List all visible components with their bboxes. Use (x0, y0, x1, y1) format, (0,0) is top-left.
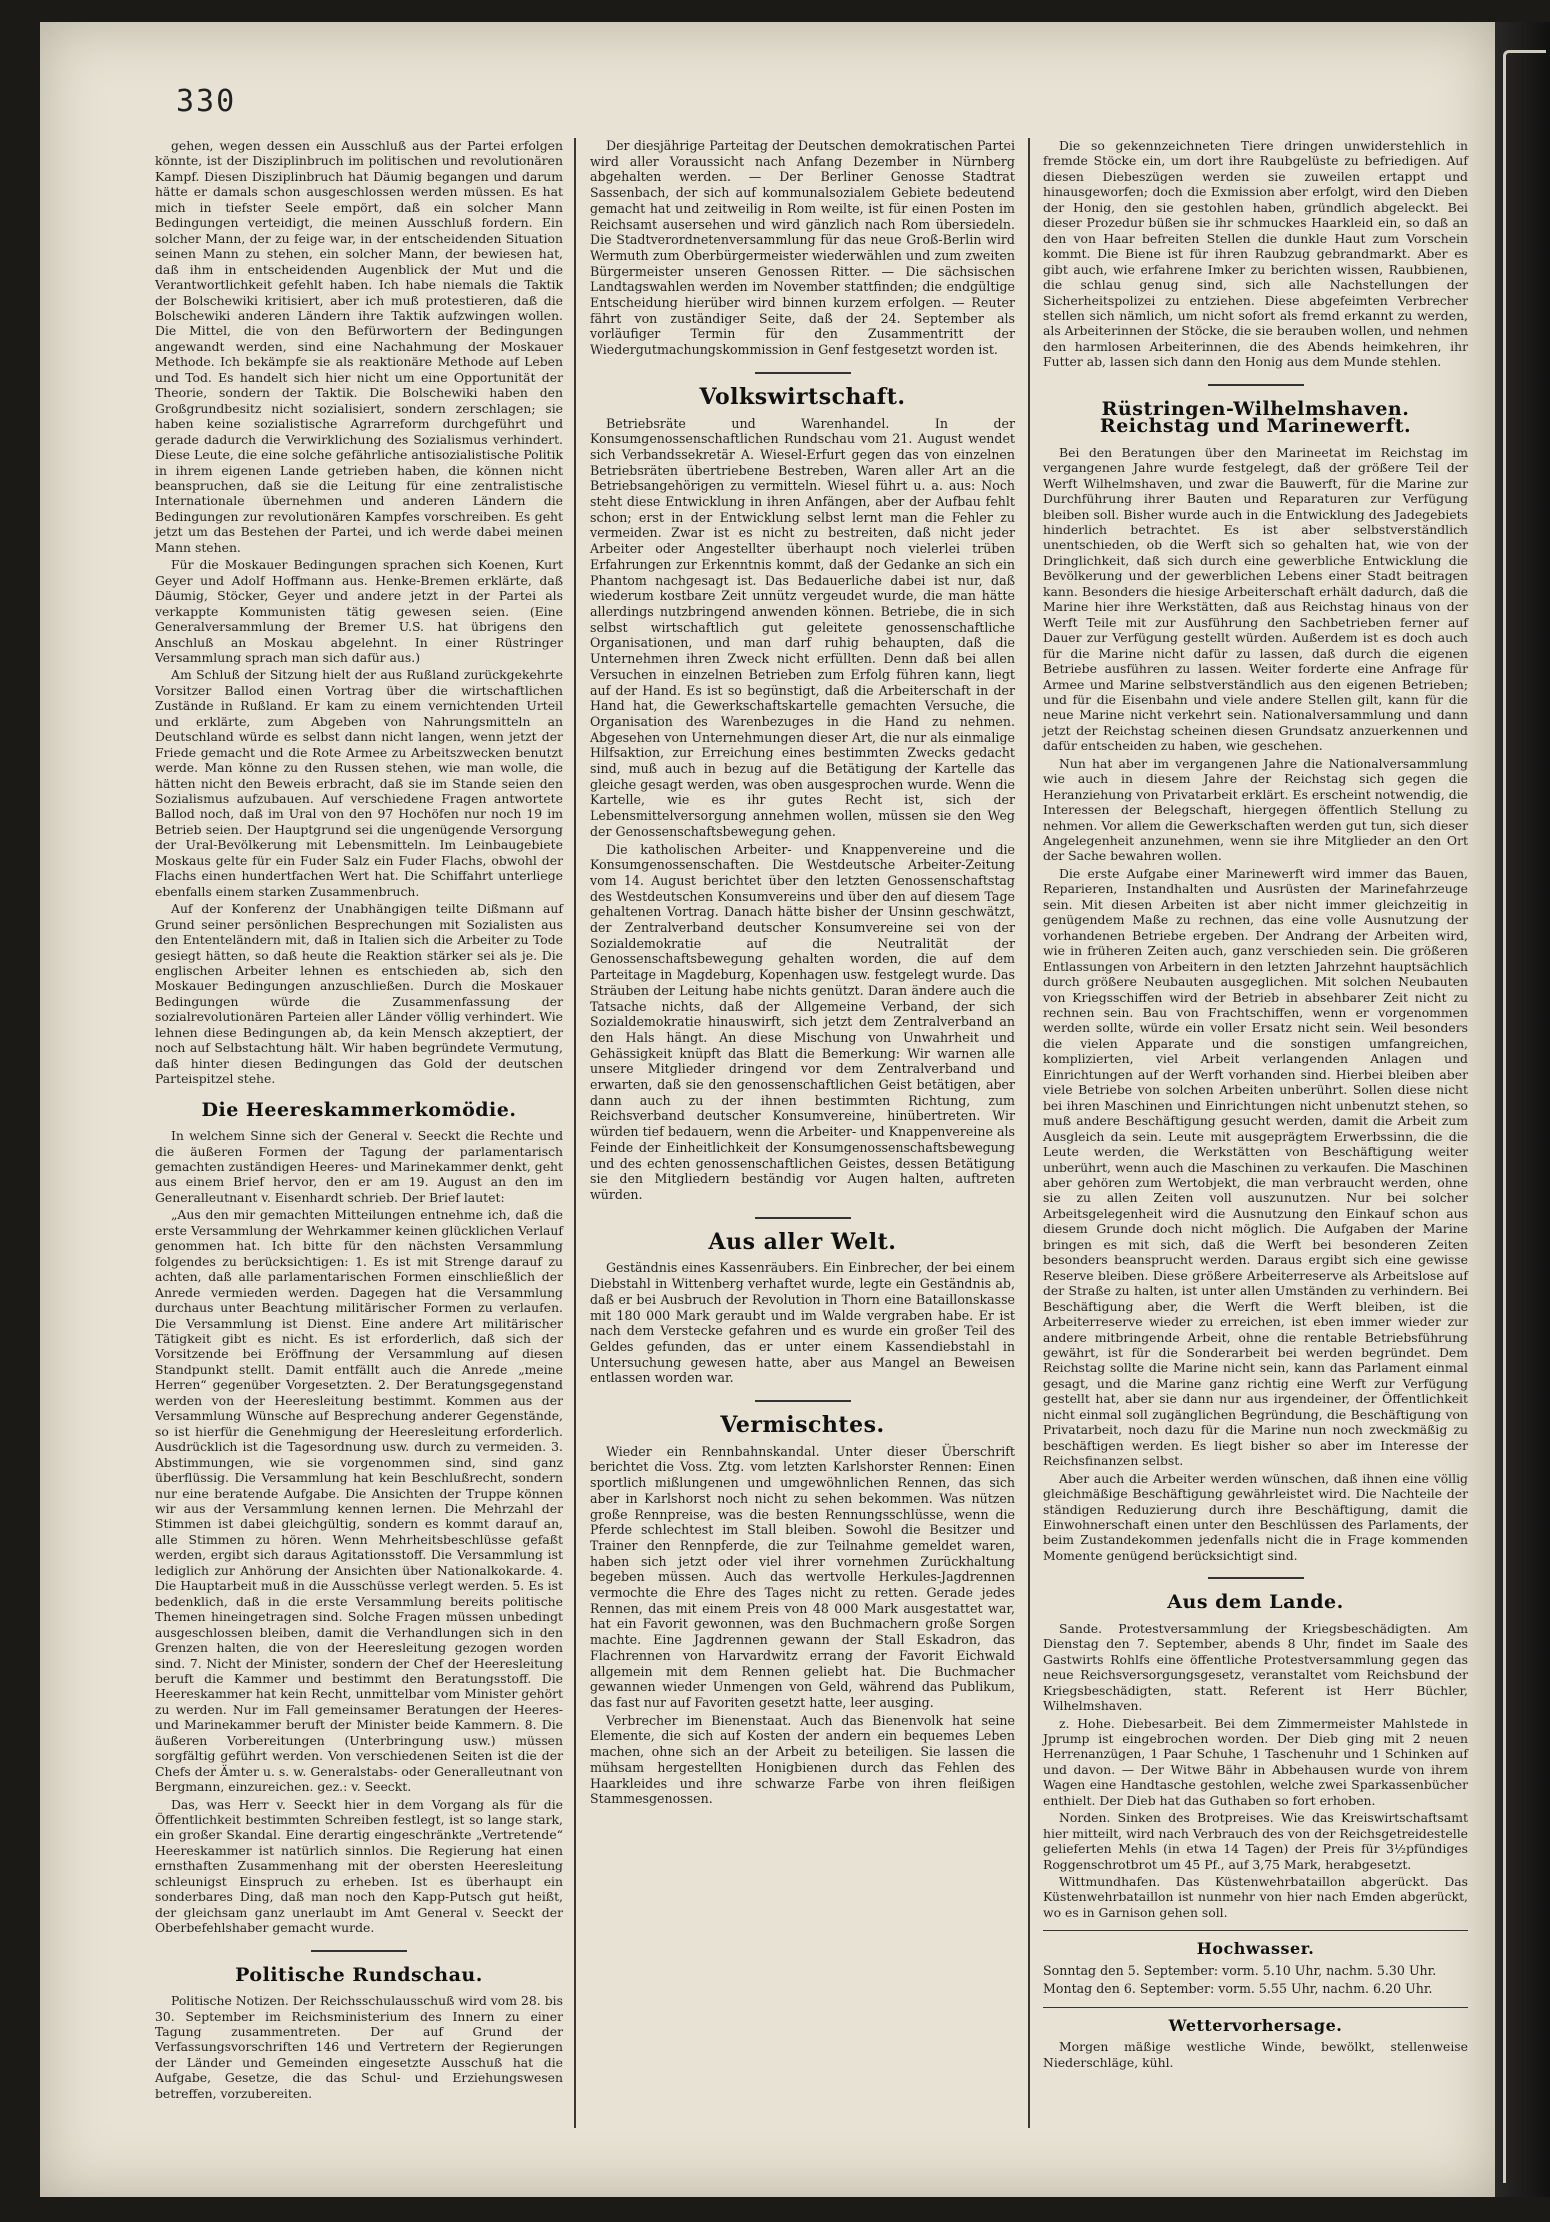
column-rule-1 (574, 138, 576, 2128)
separator-rule (755, 1217, 851, 1219)
article-paragraph: Verbrecher im Bienenstaat. Auch das Bienenvolk hat seine Elemente, die sich auf Kosten der andern ein bequemes Leben machen, ohne sich an der Arbeit zu beteiligen. Sie lassen die mühsam hergestellten Honigbienen durch das Fehlen des Haarkleides und ihre schwarze Farbe von ihren fleißigen Stammesgenossen. (590, 1712, 1015, 1807)
article-paragraph: „Aus den mir gemachten Mitteilungen entnehme ich, daß die erste Versammlung der Wehrkammer keinen glücklichen Verlauf genommen hat. Ich bitte für den nächsten Versammlung folgendes zu berücksichtigen: 1. Es ist mit Strenge darauf zu achten, daß alle parlamentarischen Formen einschließlich der Anrede vermieden werden. Dagegen hat die Versammlung durchaus unter Beachtung militärischer Formen zu verlaufen. Die Versammlung ist Dienst. Eine andere Art militärischer Tätigkeit gibt es nicht. Es ist erforderlich, daß sich der Vorsitzende bei Eröffnung der Versammlung auf diesen Standpunkt stellt. Damit entfällt auch die Anrede „meine Herren“ gegenüber Vorgesetzten. 2. Der Beratungsgegenstand werden von der Heeresleitung bestimmt. Kommen aus der Versammlung Wünsche auf Besprechung anderer Gegenstände, so ist hierfür die Genehmigung der Heeresleitung erforderlich. Ausdrücklich ist die Tagesordnung usw. durch zu vermeiden. 3. Abstimmungen, wie sie vorgenommen sind, sind ganz überflüssig. Die Versammlung hat kein Beschlußrecht, sondern nur eine beratende Aufgabe. Die Ansichten der Truppe können wir aus der Versammlung kennen lernen. Die Mehrzahl der Stimmen ist dabei gleichgültig, sondern es kommt darauf an, alle Stimmen zu hören. Wenn Mehrheitsbeschlüsse gefaßt werden, ergibt sich daraus Agitationsstoff. Die Versammlung ist lediglich zur Anhörung der Ansichten über Nationalkokarde. 4. Die Hauptarbeit muß in die Ausschüsse verlegt werden. 5. Es ist bedenklich, daß in die erste Versammlung bereits politische Themen hineingetragen sind. Solche Fragen müssen unbedingt ausgeschlossen bleiben, damit die Verhandlungen sich in den Grenzen halten, die von der Heeresleitung gezogen worden sind. 7. Nicht der Minister, sondern der Chef der Heeresleitung beruft die Kammer und bestimmt den Beratungsstoff. Die Heereskammer hat kein Recht, unmittelbar vom Minister gehört zu werden. Nur im Fall gemeinsamer Beratungen der Heeres- und Marinekammer beruft der Minister beide Kammern. 8. Die äußeren Vorbereitungen (Unterbringung usw.) müssen sorgfältig geführt werden. Von verschiedenen Seiten ist die der Chefs der Ämter u. s. w. Generalstabs- oder Generalleutnant von Bergmann, einzureichen. gez.: v. Seeckt. (155, 1207, 563, 1795)
section-heading: Volkswirtschaft. (699, 383, 906, 410)
article-paragraph: Auf der Konferenz der Unabhängigen teilte Dißmann auf Grund seiner persönlichen Besprechungen mit Sozialisten aus den Ententeländern mit, daß in Italien sich die Arbeiter zu Tode gesiegt hätten, so daß heute die Reaktion stärker sei als je. Die englischen Arbeiter lehnen es entschieden ab, sich den Moskauer Bedingungen anzuschließen. Durch die Moskauer Bedingungen würde die Zusammenfassung der sozialrevolutionären Parteien aller Länder völlig verhindert. Wie lehnen diese Bedingungen ab, da kein Mensch akzeptiert, der noch auf Selbstachtung hält. Wir haben begründete Vermutung, daß hinter diesen Bedingungen das Gold der deutschen Parteispitzel stehe. (155, 901, 563, 1087)
column-1 (155, 138, 563, 2103)
tide-entry: Montag den 6. September: vorm. 5.55 Uhr, nachm. 6.20 Uhr. (1043, 1980, 1433, 1996)
article-paragraph: Betriebsräte und Warenhandel. In der Konsumgenossenschaftlichen Rundschau vom 21. August wendet sich Verbandssekretär A. Wiesel-Erfurt gegen das von einzelnen Betriebsräten übertriebene Bestreben, Waren aller Art an die Betriebsangehörigen zu vermitteln. Wiesel führt u. a. aus: Noch steht diese Entwicklung in ihren Anfängen, aber der Aufbau fehlt schon; erst in der Entwicklung selbst lernt man die Fehler zu vermeiden. Zwar ist es nicht zu bestreiten, daß nicht jeder Arbeiter oder Angestellter überhaupt noch vielerlei trüben Erfahrungen zur Erkenntnis kommt, daß der Gedanke an sich ein Phantom nachgesagt ist. Das Bedauerliche dabei ist nur, daß wiederum kostbare Zeit unnütz vergeudet wurde, die man hätte allerdings nutzbringend anwenden können. Betriebe, die in sich selbst wirtschaftlich gut geleitete genossenschaftliche Organisationen, und man darf ruhig behaupten, daß die Unternehmen ihren Zweck nicht erfüllten. Denn daß bei allen Versuchen in einzelnen Betrieben zum Erfolg führen kann, liegt auf der Hand. Es ist so begünstigt, daß die Arbeiterschaft in der Hand hat, die Gewerkschaftskartelle gemachten Versuche, die Organisation des Warenbezuges in die Hand zu nehmen. Abgesehen von Unternehmungen dieser Art, die nur als einmalige Hilfsaktion, zur Erreichung eines bestimmten Zwecks gedacht sind, muß auch in bezug auf die Betätigung der Kartelle das gleiche gesagt werden, was oben ausgesprochen wurde. Wenn die Kartelle, wie es ihr gutes Recht ist, sich der Lebensmittelversorgung annehmen wollen, müssen sie den Weg der Genossenschaftsbewegung gehen. (590, 415, 1015, 839)
section-heading: Aus aller Welt. (708, 1228, 897, 1255)
section-heading: Politische Rundschau. (235, 1963, 483, 1986)
column-2 (590, 138, 1015, 1809)
article-paragraph: Die so gekennzeichneten Tiere dringen unwiderstehlich in fremde Stöcke ein, um dort ihre Raubgelüste zu befriedigen. Auf diesen Diebeszügen werden sie zuweilen ertappt und hinausgeworfen; doch die Exmission aber erfolgt, wird den Dieben der Honig, den sie gestohlen haben, gründlich abgeleckt. Bei dieser Prozedur büßen sie ihr schmuckes Haarkleid ein, so daß an den von Haar befreiten Stellen die dunkle Haut zum Vorschein kommt. Die Biene ist für ihren Raubzug gebrandmarkt. Aber es gibt auch, wie erfahrene Imker zu berichten wissen, Raubbienen, die schlau genug sind, sich alle Nachstellungen der Sicherheitspolizei zu entziehen. Diese abgefeimten Verbrecher stellen sich nämlich, um nicht sofort als fremd erkannt zu werden, als Arbeiterinnen der Stöcke, die sie berauben wollen, und nehmen den harmlosen Arbeiterinnen, die des Abends heimkehren, ihr Futter ab, lassen sich dann den Honig aus dem Munde stehlen. (1043, 138, 1468, 370)
article-paragraph: Nun hat aber im vergangenen Jahre die Nationalversammlung wie auch in diesem Jahre der Reichstag sich gegen die Heranziehung von Privatarbeit erklärt. Es erscheint notwendig, die Interessen der Belegschaft, hiergegen öffentlich Stellung zu nehmen. Vor allem die Gewerkschaften werden gut tun, sich dieser Angelegenheit anzunehmen, wenn sie ihre Mitglieder an den Ort der Sache bewahren wollen. (1043, 755, 1468, 864)
separator-rule (755, 372, 851, 374)
article-paragraph: Die katholischen Arbeiter- und Knappenvereine und die Konsumgenossenschaften. Die Westdeutsche Arbeiter-Zeitung vom 14. August berichtet über den letzten Genossenschaftstag des Westdeutschen Konsumvereins und über den auf diesem Tage gehaltenen Vortrag. Danach hätte bisher der Unsinn geschwätzt, der Zentralverband deutscher Konsumvereine sei von der Sozialdemokratie auf die Neutralität der Genossenschaftsbewegung gehalten worden, die auf dem Parteitage in Magdeburg, Kopenhagen usw. festgelegt wurde. Das Sträuben der Leitung habe nichts genützt. Daran ändere auch die Tatsache nichts, daß der Allgemeine Verband, der sich Sozialdemokratie hinauswirft, sich jetzt dem Zentralverband an den Hals hängt. An diese Mischung von Unwahrheit und Gehässigkeit knüpft das Blatt die Bemerkung: Wir warnen alle unsere Mitglieder dringend vor dem Zentralverband und erwarten, daß sie den genossenschaftlichen Geist betätigen, aber dann auch zu der ihnen bestimmten Richtung, zum Reichsverband deutscher Konsumvereine, hinübertreten. Wir würden tief bedauern, wenn die Arbeiter- und Knappenvereine als Feinde der Einheitlichkeit der Konsumgenossenschaftsbewegung und des echten genossenschaftlichen Geistes, dessen Betätigung sie den Mitgliedern beständig vor Augen halten, auftreten würden. (590, 841, 1015, 1202)
article-paragraph: In welchem Sinne sich der General v. Seeckt die Rechte und die äußeren Formen der Tagung der parlamentarisch gemachten zuständigen Heeres- und Marinekammer denkt, geht aus einem Brief hervor, den er am 19. August an den im Generalleutnant v. Eisenhardt schrieb. Der Brief lautet: (155, 1128, 563, 1205)
section-subheading: Reichstag und Marinewerft. (1099, 415, 1412, 438)
separator-rule (755, 1400, 851, 1402)
weather-forecast: Morgen mäßige westliche Winde, bewölkt, stellenweise Niederschläge, kühl. (1043, 2039, 1468, 2070)
article-paragraph: Der diesjährige Parteitag der Deutschen demokratischen Partei wird aller Voraussicht nach Anfang Dezember in Nürnberg abgehalten werden. — Der Berliner Genosse Stadtrat Sassenbach, der sich auf kommunalsozialem Gebiete bedeutend gemacht hat und zeitweilig in Rom weilte, ist für einen Posten im Reichsamt ausersehen und wird gänzlich nach Rom übersiedeln. Die Stadtverordnetenversammlung für das neue Groß-Berlin wird Wermuth zum Oberbürgermeister wiederwählen und zum zweiten Bürgermeister unseren Genossen Ritter. — Die sächsischen Landtagswahlen werden im November stattfinden; die endgültige Entscheidung hierüber wird binnen kurzem erfolgen. — Reuter fährt von zuständiger Seite, daß der 24. September als vorläufiger Termin für den Zusammentritt der Wiedergutmachungskommission in Genf festgesetzt worden ist. (590, 138, 1015, 358)
section-heading: Rüstringen-Wilhelmshaven. (1101, 397, 1410, 420)
column-rule-2 (1028, 138, 1030, 2128)
separator-rule (1208, 384, 1304, 386)
section-heading: Aus dem Lande. (1167, 1591, 1344, 1614)
separator-rule (311, 1950, 407, 1952)
article-paragraph: z. Hohe. Diebesarbeit. Bei dem Zimmermeister Mahlstede in Jprump ist eingebrochen worden. Der Dieb ging mit 2 neuen Herrenanzügen, 1 Paar Schuhe, 1 Taschenuhr und 1 Schinken auf und davon. — Der Witwe Bähr in Abbehausen wurde von ihrem Wagen eine Handtasche gestohlen, welche zwei Sparkassenbücher enthielt. Der Dieb hat das Guthaben so fort erhoben. (1043, 1715, 1468, 1808)
tide-entry: Sonntag den 5. September: vorm. 5.10 Uhr, nachm. 5.30 Uhr. (1043, 1962, 1437, 1978)
article-paragraph: Für die Moskauer Bedingungen sprachen sich Koenen, Kurt Geyer und Adolf Hoffmann aus. Henke-Bremen erklärte, daß Däumig, Stöcker, Geyer und andere jetzt in der Partei als verkappte Kommunisten tätig gewesen seien. (Eine Generalversammlung der Bremer U.S. hat übrigens den Anschluß an Moskau abgelehnt. In einer Rüstringer Versammlung sprach man sich dafür aus.) (155, 557, 563, 665)
article-paragraph: Am Schluß der Sitzung hielt der aus Rußland zurückgekehrte Vorsitzer Ballod einen Vortrag über die wirtschaftlichen Zustände in Rußland. Er kam zu einem vernichtenden Urteil und erklärte, zum Abgeben von Nahrungsmitteln an Deutschland würde es selbst dann nicht langen, wenn jetzt der Friede gemacht und die Rote Armee zu Arbeitszwecken benutzt werde. Man könne zu den Russen stehen, wie man wolle, die hätten nicht den Beweis erbracht, daß sie im Stande seien den Sozialismus aufzubauen. Auf verschiedene Fragen antwortete Ballod noch, daß im Ural von den 97 Hochöfen nur noch 19 im Betrieb seien. Der Hauptgrund sei die ungenügende Versorgung der Ural-Bevölkerung mit Lebensmitteln. Im Leinbaugebiete Moskaus gelte für ein Fuder Salz ein Fuder Flachs, obwohl der Flachs einen hundertfachen Wert hat. Die Schiffahrt unterliege ebenfalls einem starken Zusammenbruch. (155, 667, 563, 899)
article-paragraph: Wittmundhafen. Das Küstenwehrbataillon abgerückt. Das Küstenwehrbataillon ist nunmehr von hier nach Emden abgerückt, wo es in Garnison gehen soll. (1043, 1874, 1468, 1920)
separator-rule (1043, 2007, 1468, 2008)
section-heading: Wettervorhersage. (1168, 2015, 1343, 2035)
article-paragraph: Das, was Herr v. Seeckt hier in dem Vorgang als für die Öffentlichkeit bestimmten Schreiben festlegt, ist so lange stark, ein großer Skandal. Eine derartig eingeschränkte „Vertretende“ Heereskammer ist natürlich sinnlos. Die Regierung hat einen ernsthaften Zusammenhang mit der obersten Heeresleitung schleunigst Einspruch zu erheben. Ist es überhaupt ein sonderbares Ding, daß man noch den Kapp-Putsch gut heißt, der gleichsam ganz unerlaubt im Amt General v. Seeckt der Oberbefehlshaber gemacht wurde. (155, 1796, 563, 1936)
separator-rule (1208, 1577, 1304, 1579)
section-heading: Vermischtes. (720, 1412, 885, 1439)
article-paragraph: gehen, wegen dessen ein Ausschluß aus der Partei erfolgen könnte, ist der Disziplinbruch im politischen und revolutionären Kampf. Diesen Disziplinbruch hat Däumig begangen und darum hätte er damals schon ausgeschlossen werden müssen. Es hat mich in tiefster Seele empört, daß ein solcher Mann Bedingungen verteidigt, die meinen Ausschluß fordern. Ein solcher Mann, der zu feige war, in der entscheidenden Situation seinen Mann zu stehen, ein solcher Mann, der bewiesen hat, daß ihm in entscheidenden Augenblick der Mut und die Verantwortlichkeit gefehlt haben. Ich habe niemals die Taktik der Bolschewiki kritisiert, aber ich muß protestieren, daß die Bolschewiki anderen Ländern ihre Taktik aufzwingen wollen. Die Mittel, die von den Befürwortern der Bedingungen angewandt werden, sind eine Nachahmung der Moskauer Methode. Ich bekämpfe sie als reaktionäre Methode auf Leben und Tod. Es handelt sich hier nicht um eine Opportunität der Theorie, sondern der Taktik. Die Bolschewiki haben den Großgrundbesitz nicht sozialisiert, sondern zerschlagen; sie haben keine sozialistische Agrarreform durchgeführt und gerade dadurch die Verwirklichung des Sozialismus verhindert. Diese Leute, die eine solche gefährliche antisozialistische Politik in ihrem eigenen Lande getrieben haben, die können nicht beanspruchen, daß sie die Leitung für eine zentralistische Internationale übernehmen und anderen Ländern die Bedingungen zur revolutionären Kampfes vorschreiben. Es geht jetzt um das Bestehen der Partei, und ich werde dabei meinen Mann stehen. (155, 138, 563, 555)
article-paragraph: Die erste Aufgabe einer Marinewerft wird immer das Bauen, Reparieren, Instandhalten und Ausrüsten der Marinefahrzeuge sein. Mit diesen Arbeiten ist aber nicht immer gleichzeitig in genügendem Maße zu rechnen, das eine volle Ausnutzung der vorhandenen Betriebe ergeben. Der Andrang der Arbeiten wird, wie in früheren Zeiten auch, ganz verschieden sein. Die größeren Entlassungen von Arbeitern in den letzten Jahrzehnt hauptsächlich durch größere Neubauten ausgeglichen. Mit solchen Neubauten von Kriegsschiffen wird der Betrieb in absehbarer Zeit nicht zu rechnen sein. Bau von Frachtschiffen, wenn er vorgenommen werden sollte, würde ein voller Ersatz nicht sein. Weil besonders die vielen Apparate und die sonstigen umfangreichen, komplizierten, viel Arbeit verlangenden Anlagen und Einrichtungen auf der Werft vorhanden sind. Hierbei bleiben aber viele Betriebe von solchen Arbeiten unberührt. Sollen diese nicht bei ihren Maschinen und Einrichtungen nicht unbenutzt stehen, so muß andere Beschäftigung gesucht werden, damit die Arbeit zum Ausgleich da sein. Leute mit ausgeprägtem Erwerbssinn, die die Leute werden, die Werkstätten von Beschäftigung weiter unberührt, wenn auch die Maschinen zu verkaufen. Die Maschinen aber gehören zum Wertobjekt, die man verbraucht werden, ohne sie zu allen Zeiten voll auszunutzen. Nur bei solcher Arbeitsgelegenheit wird die Ausnutzung den Einkauf schon aus diesem Grunde doch nicht möglich. Die Aufgaben der Marine bringen es mit sich, daß die Werft bei besonderen Zeiten besonders beansprucht werden. Daraus ergibt sich eine gewisse Reserve bleiben. Diese größere Arbeiterreserve als Arbeitslose auf der Straße zu halten, ist unter allen Umständen zu verhindern. Bei Beschäftigung aber, die Werft die Werft bleiben, ist die Arbeiterreserve wieder zu erreichen, ist eben immer wieder zur andere mitbringende Arbeit, ohne die rentable Betriebsführung gewährt, ist für die Sonderarbeit bei werden begründet. Dem Reichstag sollte die Marine nicht sein, kann das Parlament einmal gesagt, und die Marine ganz richtig eine Werft zur Verfügung gestellt hat, aber sie dann nur aus irgendeiner, der Öffentlichkeit nicht einmal soll zugänglichen Begründung, die Beschäftigung von Privatarbeit, noch dazu für die Marine nun noch zweckmäßig zu beschäftigen werden. Es liegt bisher so aber im Interesse der Reichsfinanzen selbst. (1043, 865, 1468, 1469)
column-3 (1043, 138, 1468, 2072)
separator-rule (1043, 1930, 1468, 1931)
adjacent-page-corner (1503, 50, 1546, 2183)
article-paragraph: Norden. Sinken des Brotpreises. Wie das Kreiswirtschaftsamt hier mitteilt, wird nach Verbrauch des von der Reichsgetreidestelle gelieferten Mehls (in etwa 14 Tagen) der Preis für 3½pfündiges Roggenschrotbrot um 45 Pf., auf 3,75 Mark, herabgesetzt. (1043, 1810, 1468, 1872)
page-number: 330 (176, 84, 237, 119)
section-heading: Hochwasser. (1196, 1939, 1315, 1959)
article-paragraph: Politische Notizen. Der Reichsschulausschuß wird vom 28. bis 30. September im Reichsministerium des Innern zu einer Tagung zusammentreten. Der auf Grund der Verfassungsvorschriften 146 und Vertretern der Regierungen der Länder und Gemeinden eingesetzte Ausschuß hat die Aufgabe, Gesetze, die das Schul- und Erziehungswesen betreffen, vorzubereiten. (155, 1993, 563, 2101)
article-paragraph: Aber auch die Arbeiter werden wünschen, daß ihnen eine völlig gleichmäßige Beschäftigung gewährleistet wird. Die Nachteile der ständigen Reduzierung durch ihre Beschäftigung, damit die Einwohnerschaft einen unter den Beschlüssen des Parlaments, der beim Zustandekommen jedenfalls nicht die in Frage kommenden Momente genügend berücksichtigt sind. (1043, 1470, 1468, 1563)
article-paragraph: Bei den Beratungen über den Marineetat im Reichstag im vergangenen Jahre wurde festgelegt, daß der größere Teil der Werft Wilhelmshaven, und zwar die Bauwerft, für die Marine zur Durchführung ihrer Bauten und Reparaturen zur Verfügung bleiben soll. Bisher wurde auch in die Entwicklung des Jadegebiets hinderlich betrachtet. Es ist aber selbstverständlich unentschieden, ob die Werft sich so gehalten hat, wie von der Dringlichkeit, daß sich durch eine gewerbliche Entwicklung die Bevölkerung und der gewerblichen Lebens einer Stadt beitragen kann. Besonders die hiesige Arbeiterschaft erhält dadurch, daß die Marine hier ihre Werkstätten, daß aus Reichstag hinaus von der Werft Teile mit zur Ausführung den Sachbetrieben ferner auf Dauer zur Verfügung gestellt würden. Außerdem ist es doch auch für die Marine nicht dafür zu lassen, daß durch die eigenen Betriebe ausführen zu lassen. Weiter forderte eine Anfrage für Armee und Marine selbstverständlich aus den eigenen Betrieben; und für die Eisenbahn und viele andere Stellen gilt, kann für die neue Marine nicht verkehrt sein. Nationalversammlung und dann jetzt der Reichstag scheinen diesen Grundsatz anzuerkennen und dafür entscheiden zu haben, wie geschehen. (1043, 444, 1468, 754)
article-paragraph: Sande. Protestversammlung der Kriegsbeschädigten. Am Dienstag den 7. September, abends 8 Uhr, findet im Saale des Gastwirts Rohlfs eine öffentliche Protestversammlung gegen das neue Reichsversorgungsgesetz, veranstaltet vom Reichsbund der Kriegsbeschädigten, statt. Referent ist Herr Büchler, Wilhelmshaven. (1043, 1620, 1468, 1714)
section-heading: Die Heereskammerkomödie. (201, 1098, 517, 1121)
article-paragraph: Geständnis eines Kassenräubers. Ein Einbrecher, der bei einem Diebstahl in Wittenberg verhaftet wurde, legte ein Geständnis ab, daß er bei Ausbruch der Revolution in Thorn eine Bataillonskasse mit 180 000 Mark geraubt und im Walde vergraben habe. Er ist nach dem Verstecke gefahren und es wurde ein großer Teil des Geldes gefunden, das er unter einem Kassendiebstahl in Untersuchung gewesen hatte, aber aus Mangel an Beweisen entlassen worden war. (590, 1260, 1015, 1386)
article-paragraph: Wieder ein Rennbahnskandal. Unter dieser Überschrift berichtet die Voss. Ztg. vom letzten Karlshorster Rennen: Einen sportlich mißlungenen und umgewöhnlichen Rennen, das sich aber in Karlshorst noch nicht zu sehen bekommen. Was nützen große Rennpreise, was die besten Rennungsschlüsse, wenn die Pferde schlechtest im Stall bleiben. Sowohl die Besitzer und Trainer den Rennpferde, die zur Teilnahme gemeldet waren, haben sich jetzt oder viel ihrer vornehmen Zurückhaltung begeben müssen. Auch das wertvolle Herkules-Jagdrennen vermochte die Ehre des Tages nicht zu retten. Gerade jedes Rennen, das mit einem Preis von 48 000 Mark ausgestattet war, hat ein Favorit gewonnen, was den Buchmachern große Sorgen machte. Eine Jagdrennen gewann der Stall Eskadron, das Flachrennen von Harvardwitz errang der Favorit Eichwald allgemein mit dem Rennen geliebt hat. Die Buchmacher gewannen wieder Unmengen von Geld, während das Publikum, das fast nur auf Favoriten gesetzt hatte, leer ausging. (590, 1443, 1015, 1710)
